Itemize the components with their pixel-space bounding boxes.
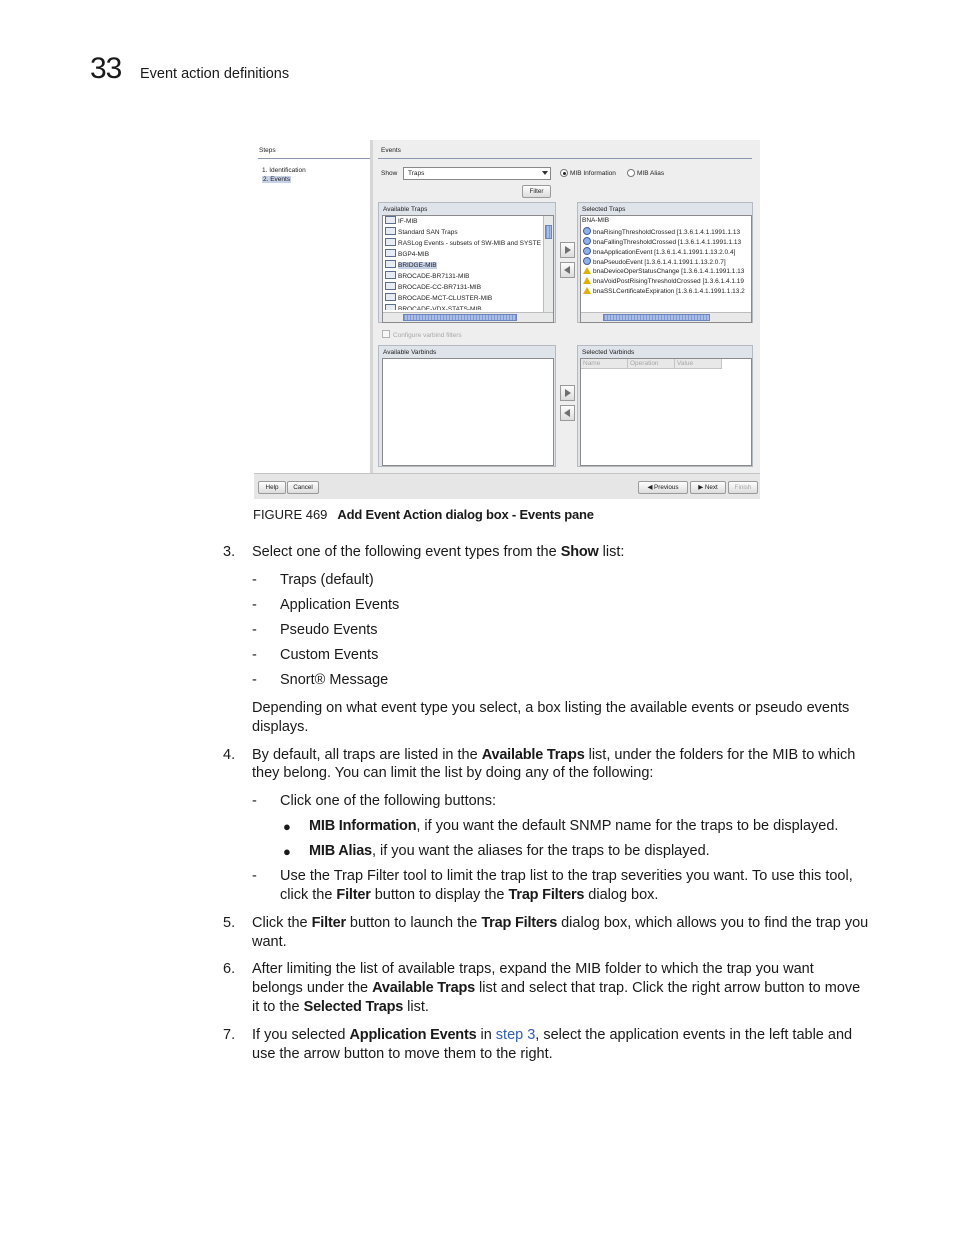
step-4-line-2: they belong. You can limit the list by doing any of the following:: [252, 765, 654, 781]
step-identification[interactable]: 1. Identification: [262, 167, 306, 174]
list-item[interactable]: BNA-MIB: [582, 217, 610, 224]
folder-icon: [385, 260, 396, 268]
mib-information-label: MIB Information: [570, 170, 616, 177]
dash-marker: -: [252, 647, 257, 663]
available-varbinds-header: Available Varbinds: [383, 349, 437, 356]
step-6-line-3: it to the Selected Traps list.: [252, 999, 429, 1015]
arrow-left-icon: [564, 409, 570, 417]
step-6-line-1: After limiting the list of available traps, expand the MIB folder to which the trap you want: [252, 961, 814, 977]
step-number: 4.: [223, 747, 236, 763]
figure-caption: [253, 507, 594, 522]
list-item[interactable]: BROCADE-MCT-CLUSTER-MIB: [385, 293, 492, 303]
paragraph-line: Depending on what event type you select, a box listing the available events or pseudo events: [252, 700, 850, 716]
step-3-text: Select one of the following event types from the Show list:: [252, 544, 625, 560]
dash-marker: -: [252, 672, 257, 688]
step-events[interactable]: 2. Events: [263, 176, 291, 183]
list-item[interactable]: bnaVoidPostRisingThresholdCrossed [1.3.6.1.4.1.19: [583, 277, 744, 287]
list-item[interactable]: bnaFallingThresholdCrossed [1.3.6.1.4.1.1991.1.13: [583, 237, 741, 247]
step-4-line-1: By default, all traps are listed in the Available Traps list, under the folders for the MIB to which: [252, 747, 856, 763]
show-dropdown-value: Traps: [408, 170, 425, 177]
step-6-line-2: belongs under the Available Traps list and select that trap. Click the right arrow button to move: [252, 980, 861, 996]
dash-marker: -: [252, 572, 257, 588]
trap-icon: [583, 227, 591, 235]
scroll-thumb[interactable]: [603, 314, 710, 321]
event-type-item: Pseudo Events: [280, 622, 378, 638]
next-button[interactable]: ▶ Next: [690, 481, 726, 494]
steps-divider: [258, 158, 370, 159]
folder-icon: [385, 282, 396, 290]
warning-icon: [583, 277, 591, 284]
previous-button[interactable]: ◀ Previous: [638, 481, 688, 494]
event-type-item: Application Events: [280, 597, 400, 613]
list-item[interactable]: bnaRisingThresholdCrossed [1.3.6.1.4.1.1991.1.13: [583, 227, 740, 237]
dash-marker: -: [252, 868, 257, 884]
move-right-button[interactable]: [560, 242, 575, 258]
arrow-right-icon: [565, 246, 571, 254]
step-7-line-2: use the arrow button to move them to the right.: [252, 1046, 553, 1062]
bullet-marker: ●: [283, 819, 291, 834]
selected-varbinds-panel: [577, 345, 753, 467]
list-item[interactable]: Standard SAN Traps: [385, 227, 458, 237]
sub-item-filter-line-2: click the Filter button to display the Trap Filters dialog box.: [280, 887, 659, 903]
arrow-right-icon: [565, 389, 571, 397]
move-left-button[interactable]: [560, 262, 575, 278]
dash-marker: -: [252, 793, 257, 809]
folder-icon: [385, 249, 396, 257]
list-item[interactable]: BROCADE-VDX-STATS-MIB: [385, 304, 482, 310]
cancel-button[interactable]: Cancel: [287, 481, 319, 494]
list-item[interactable]: bnaPseudoEvent [1.3.6.1.4.1.1991.1.13.2.0.7]: [583, 257, 726, 267]
arrow-left-icon: [564, 266, 570, 274]
list-item[interactable]: BROCADE-CC-BR7131-MIB: [385, 282, 481, 292]
event-type-item: Snort® Message: [280, 672, 389, 688]
sub-item-filter-line-1: Use the Trap Filter tool to limit the trap list to the trap severities you want. To use this tool,: [280, 868, 853, 884]
scroll-thumb[interactable]: [545, 225, 552, 239]
events-header: Events: [381, 147, 401, 154]
varbind-move-left-button[interactable]: [560, 405, 575, 421]
sub-item-click: Click one of the following buttons:: [280, 793, 497, 809]
configure-varbind-filters-checkbox[interactable]: [382, 330, 390, 338]
trap-icon: [583, 257, 591, 265]
bullet-mib-information: MIB Information, if you want the default SNMP name for the traps to be displayed.: [309, 818, 839, 834]
horizontal-scrollbar[interactable]: [581, 312, 751, 322]
trap-icon: [583, 247, 591, 255]
trap-icon: [583, 237, 591, 245]
folder-icon: [385, 216, 396, 224]
selected-varbinds-table[interactable]: [580, 358, 752, 466]
available-traps-panel: [378, 202, 556, 323]
folder-icon: [385, 293, 396, 301]
list-item[interactable]: BROCADE-BR7131-MIB: [385, 271, 470, 281]
dialog-footer: [254, 473, 760, 499]
bullet-marker: ●: [283, 844, 291, 859]
mib-alias-radio[interactable]: [627, 169, 635, 177]
filter-button[interactable]: Filter: [522, 185, 551, 198]
list-item[interactable]: bnaDeviceOperStatusChange [1.3.6.1.4.1.1991.1.13: [583, 267, 744, 277]
add-event-action-dialog-figure: [254, 140, 760, 499]
list-item[interactable]: RASLog Events - subsets of SW-MIB and SYSTE: [385, 238, 541, 248]
paragraph-line: displays.: [252, 719, 309, 735]
list-item[interactable]: IF-MIB: [385, 216, 418, 226]
step-5-line-1: Click the Filter button to launch the Trap Filters dialog box, which allows you to find the trap you: [252, 915, 869, 931]
mib-alias-label: MIB Alias: [637, 170, 665, 177]
column-header-value[interactable]: Value: [675, 359, 722, 369]
step-number: 6.: [223, 961, 236, 977]
column-header-name[interactable]: Name: [581, 359, 628, 369]
event-type-item: Custom Events: [280, 647, 379, 663]
step-5-line-2: want.: [252, 934, 287, 950]
mib-information-radio[interactable]: [560, 169, 568, 177]
warning-icon: [583, 267, 591, 274]
selected-traps-header: Selected Traps: [582, 206, 626, 213]
event-type-item: Traps (default): [280, 572, 374, 588]
events-divider: [378, 158, 752, 159]
available-varbinds-panel: [378, 345, 556, 467]
available-varbinds-list[interactable]: [382, 358, 554, 466]
list-item[interactable]: BRIDGE-MIB: [385, 260, 437, 270]
scroll-thumb[interactable]: [403, 314, 517, 321]
folder-icon: [385, 304, 396, 310]
step-number: 5.: [223, 915, 236, 931]
finish-button[interactable]: Finish: [728, 481, 758, 494]
available-traps-header: Available Traps: [383, 206, 428, 213]
step-7-line-1: If you selected Application Events in step 3, select the application events in the left table and: [252, 1027, 853, 1043]
chapter-title: Event action definitions: [140, 66, 290, 82]
dash-marker: -: [252, 622, 257, 638]
chevron-right-icon: ▶: [698, 484, 705, 491]
figure-label: FIGURE 469: [253, 507, 328, 522]
folder-icon: [385, 227, 396, 235]
step-number: 7.: [223, 1027, 236, 1043]
chevron-left-icon: ◀: [647, 484, 655, 491]
warning-icon: [583, 287, 591, 294]
step-3-link[interactable]: step 3: [495, 1027, 536, 1043]
steps-pane: [254, 140, 370, 473]
show-label: Show: [381, 170, 398, 177]
list-item[interactable]: BGP4-MIB: [385, 249, 429, 259]
bullet-mib-alias: MIB Alias, if you want the aliases for the traps to be displayed.: [309, 843, 710, 859]
help-button[interactable]: Help: [258, 481, 286, 494]
dash-marker: -: [252, 597, 257, 613]
step-number: 3.: [223, 544, 236, 560]
configure-varbind-filters-label: Configure varbind filters: [393, 332, 462, 339]
selected-varbinds-header: Selected Varbinds: [582, 349, 635, 356]
vertical-scrollbar[interactable]: [543, 216, 553, 313]
horizontal-scrollbar[interactable]: [383, 312, 553, 322]
varbind-move-right-button[interactable]: [560, 385, 575, 401]
show-dropdown[interactable]: [403, 167, 551, 180]
selected-traps-panel: [577, 202, 753, 323]
figure-title: Add Event Action dialog box - Events pane: [337, 507, 594, 522]
folder-icon: [385, 238, 396, 246]
chapter-number: 33: [90, 52, 122, 85]
pane-separator: [370, 140, 373, 473]
list-item[interactable]: bnaSSLCertificateExpiration [1.3.6.1.4.1.1991.1.13.2: [583, 287, 745, 297]
selected-traps-list[interactable]: [580, 215, 752, 323]
column-header-operation[interactable]: Operation: [628, 359, 675, 369]
chevron-down-icon: [542, 171, 548, 175]
available-traps-list[interactable]: [382, 215, 554, 323]
steps-header: Steps: [259, 147, 276, 154]
list-item[interactable]: bnaApplicationEvent [1.3.6.1.4.1.1991.1.13.2.0.4]: [583, 247, 735, 257]
folder-icon: [385, 271, 396, 279]
